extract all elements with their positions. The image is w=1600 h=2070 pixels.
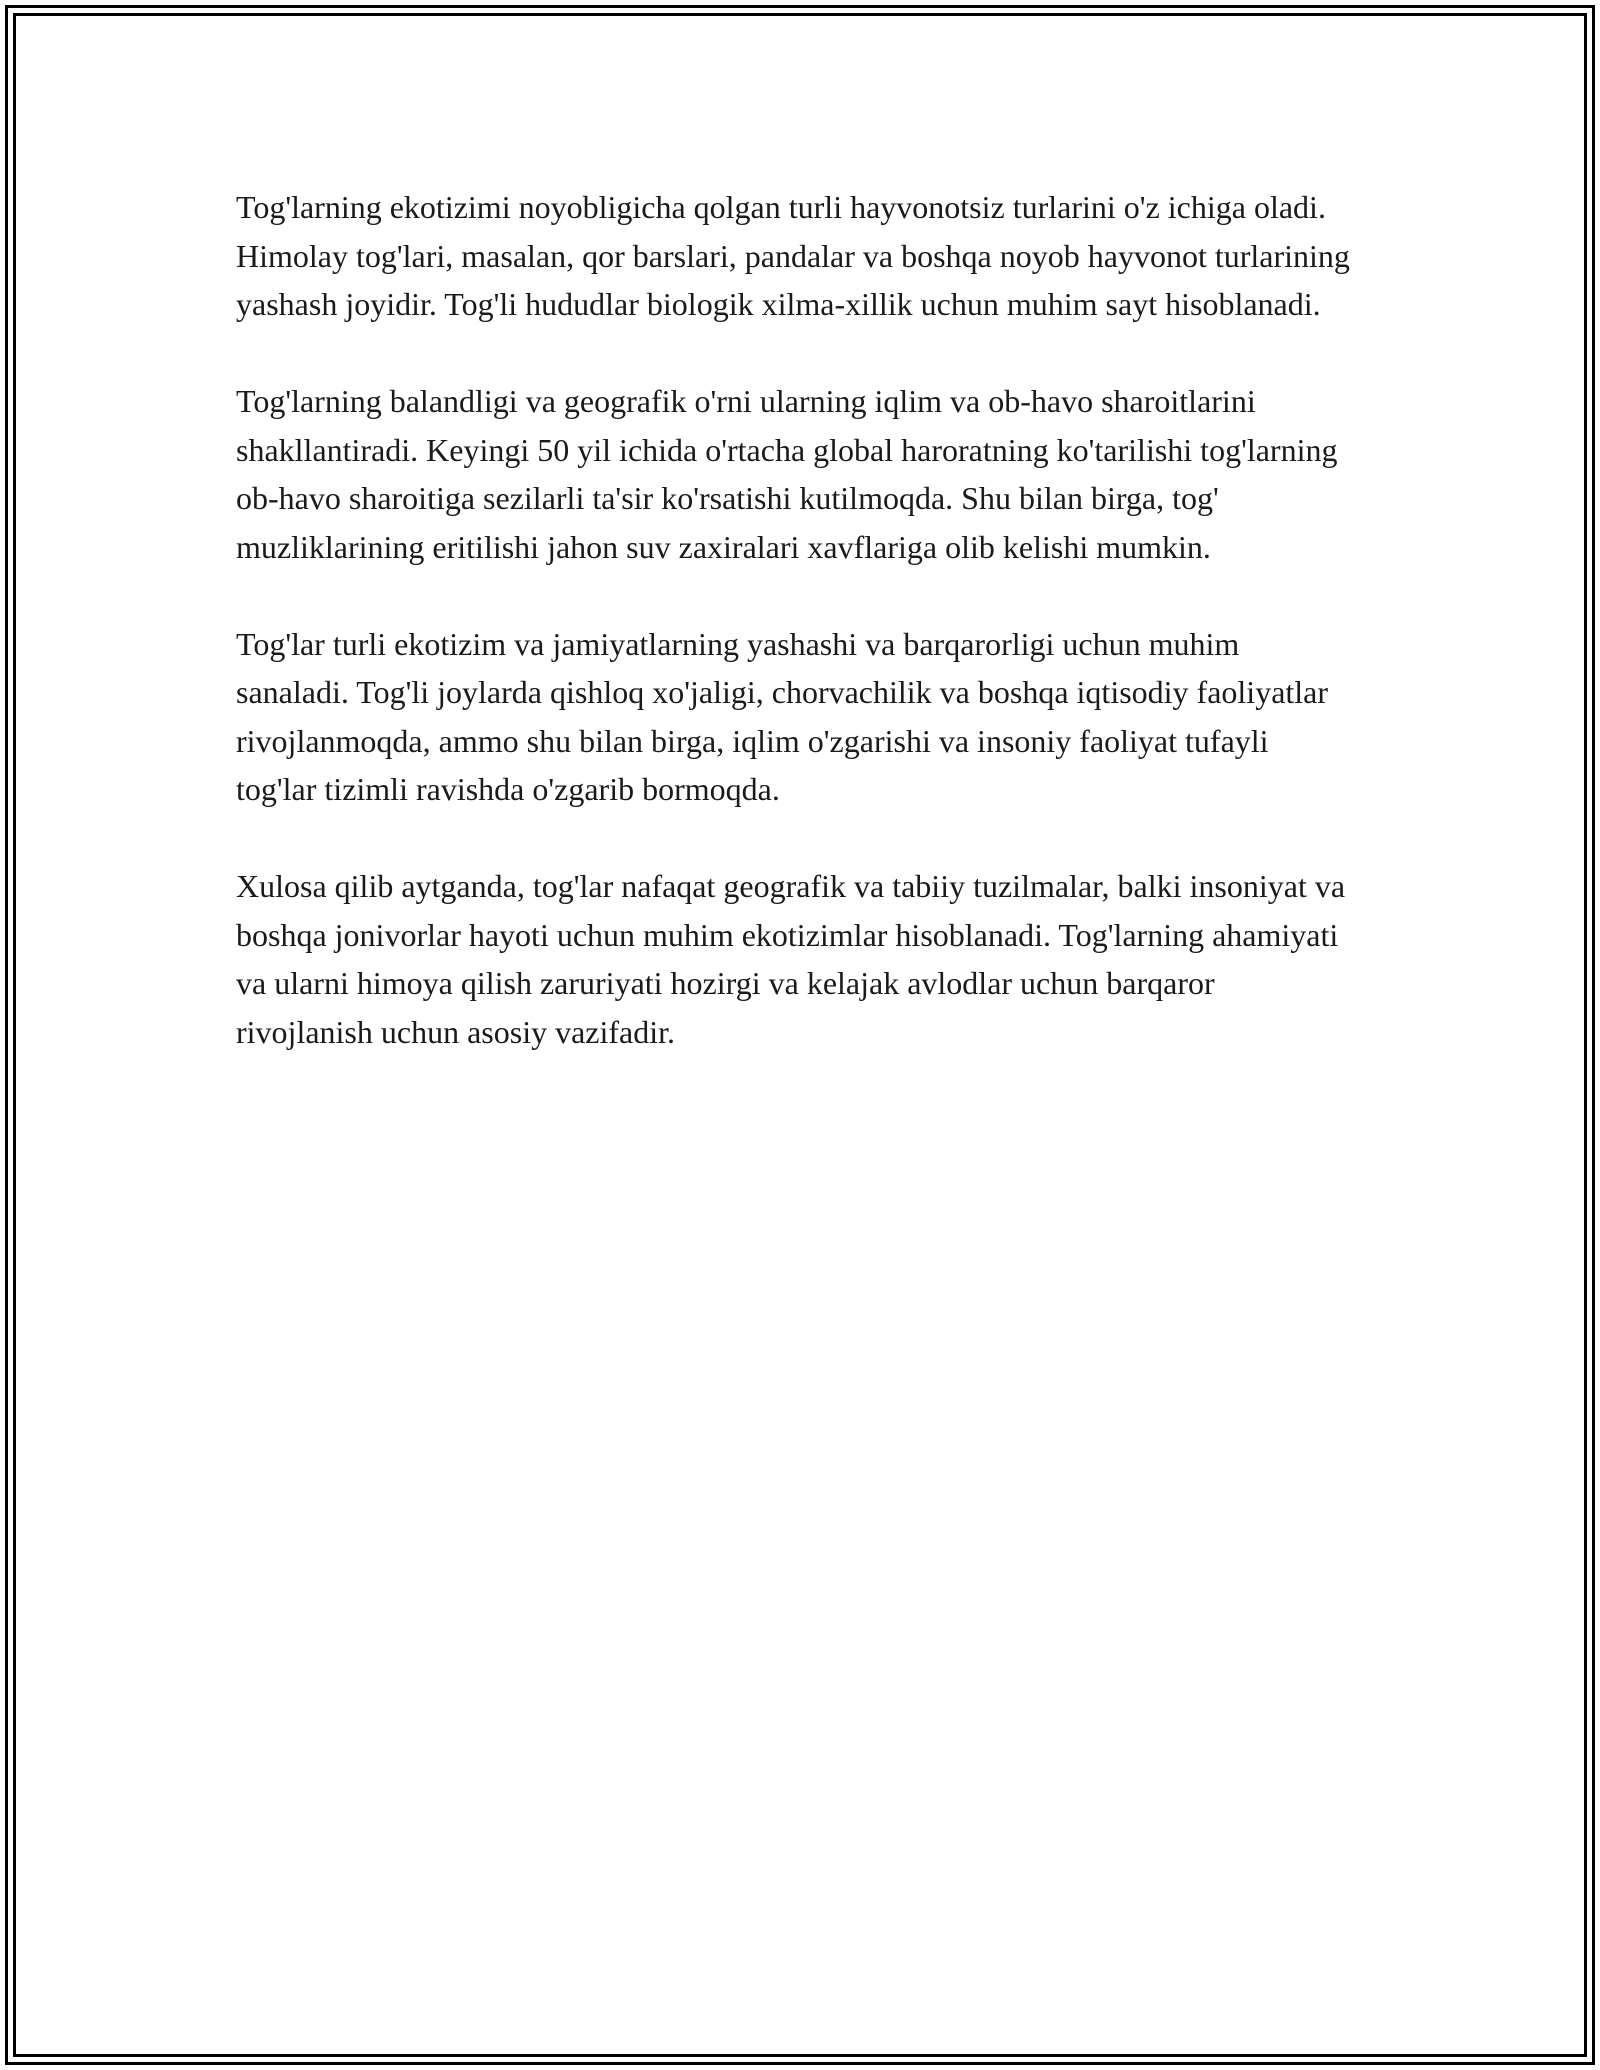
paragraph-2: Tog'larning balandligi va geografik o'rni ularning iqlim va ob-havo sharoitlarini shakllantiradi. Keyingi 50 yil ichida o'rtacha global haroratning ko'tarilishi tog'larning ob-havo sharoitiga sezilarli ta'sir ko'rsatishi kutilmoqda. Shu bilan birga, tog' muzliklarining eritilishi jahon suv zaxiralari xavflariga olib kelishi mumkin. (236, 383, 1338, 565)
paragraph-3: Tog'lar turli ekotizim va jamiyatlarning yashashi va barqarorligi uchun muhim sanaladi. Tog'li joylarda qishloq xo'jaligi, chorvachilik va boshqa iqtisodiy faoliyatlar rivojlanmoqda, ammo shu bilan birga, iqlim o'zgarishi va insoniy faoliyat tufayli tog'lar tizimli ravishda o'zgarib bormoqda. (236, 625, 1329, 807)
paragraph-4: Xulosa qilib aytganda, tog'lar nafaqat geografik va tabiiy tuzilmalar, balki insoniyat va boshqa jonivorlar hayoti uchun muhim ekotizimlar hisoblanadi. Tog'larning ahamiyati va ularni himoya qilish zaruriyati hozirgi va kelajak avlodlar uchun barqaror rivojlanish uchun asosiy vazifadir. (236, 868, 1346, 1050)
document-body (236, 183, 1356, 1056)
paragraph-1: Tog'larning ekotizimi noyobligicha qolgan turli hayvonotsiz turlarini o'z ichiga oladi. Himolay tog'lari, masalan, qor barslari, pandalar va boshqa noyob hayvonot turlarining yashash joyidir. Tog'li hududlar biologik xilma-xillik uchun muhim sayt hisoblanadi. (236, 189, 1350, 322)
